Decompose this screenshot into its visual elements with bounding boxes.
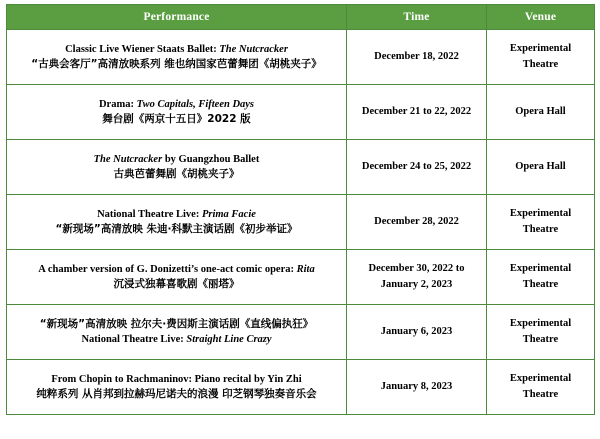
column-header-venue: Venue (487, 5, 595, 30)
performance-cell (7, 195, 347, 250)
table-row (7, 140, 595, 195)
venue-line: Theatre (522, 59, 559, 70)
title-italic: Two Capitals, Fifteen Days (136, 98, 255, 110)
title-italic: Prima Facie (201, 208, 256, 220)
performance-line: Drama: Two Capitals, Fifteen Days (98, 98, 255, 110)
time-cell: December 24 to 25, 2022 (347, 140, 487, 195)
venue-cell (487, 85, 595, 140)
time-cell: December 21 to 22, 2022 (347, 85, 487, 140)
performance-cell (7, 30, 347, 85)
performance-line: 纯粹系列 从肖邦到拉赫玛尼诺夫的浪漫 印芝钢琴独奏音乐会 (36, 388, 317, 400)
title-italic: The Nutcracker (219, 43, 288, 55)
time-cell: December 18, 2022 (347, 30, 487, 85)
performance-line: National Theatre Live: Straight Line Crazy (81, 334, 272, 345)
performance-cell (7, 360, 347, 415)
performance-line: 舞台剧《两京十五日》2022 版 (102, 113, 251, 125)
column-header-time: Time (347, 5, 487, 30)
time-cell: January 8, 2023 (347, 360, 487, 415)
table-row (7, 360, 595, 415)
table-row (7, 30, 595, 85)
time-cell: December 30, 2022 to January 2, 2023 (347, 250, 487, 305)
table-row (7, 250, 595, 305)
title-italic: The Nutcracker (93, 153, 163, 165)
table-header-row (7, 5, 595, 30)
table-row (7, 305, 595, 360)
performance-line: “新现场”高清放映 拉尔夫·费因斯主演话剧《直线偏执狂》 (39, 317, 314, 330)
performance-cell (7, 305, 347, 360)
performance-line: 沉浸式独幕喜歌剧《丽塔》 (113, 278, 240, 290)
venue-line: Experimental (509, 373, 572, 385)
venue-line: Opera Hall (515, 106, 566, 118)
venue-cell (487, 360, 595, 415)
title-italic: Straight Line Crazy (186, 334, 272, 345)
performance-line: National Theatre Live: Prima Facie (97, 208, 256, 220)
venue-cell (487, 305, 595, 360)
performance-line: “古典会客厅”高清放映系列 维也纳国家芭蕾舞团《胡桃夹子》 (31, 58, 322, 70)
column-header-performance: Performance (7, 5, 347, 30)
venue-line: Theatre (522, 334, 559, 345)
venue-line: Opera Hall (515, 161, 566, 173)
time-cell: January 6, 2023 (347, 305, 487, 360)
performance-cell (7, 140, 347, 195)
table-row (7, 85, 595, 140)
venue-cell (487, 250, 595, 305)
venue-line: Experimental (509, 208, 572, 220)
table-header (7, 5, 595, 30)
venue-line: Experimental (509, 43, 572, 55)
venue-cell (487, 195, 595, 250)
performance-line: A chamber version of G. Donizetti’s one-act comic opera: Rita (38, 263, 315, 275)
venue-line: Theatre (522, 224, 559, 235)
performance-table (6, 4, 595, 415)
performance-line: From Chopin to Rachmaninov: Piano recital by Yin Zhi (51, 373, 302, 385)
venue-cell (487, 30, 595, 85)
performance-line: Classic Live Wiener Staats Ballet: The Nutcracker (65, 43, 288, 55)
table-body (7, 30, 595, 415)
venue-line: Experimental (509, 263, 572, 275)
venue-line: Theatre (522, 279, 559, 290)
venue-line: Theatre (522, 389, 559, 400)
performance-cell (7, 250, 347, 305)
venue-cell (487, 140, 595, 195)
performance-line: 古典芭蕾舞剧《胡桃夹子》 (113, 168, 240, 180)
performance-line: “新现场”高清放映 朱迪·科默主演话剧《初步举证》 (55, 223, 298, 235)
venue-line: Experimental (509, 318, 572, 330)
performance-cell (7, 85, 347, 140)
performance-line: The Nutcracker by Guangzhou Ballet (93, 153, 260, 165)
title-italic: Rita (296, 263, 315, 275)
time-cell: December 28, 2022 (347, 195, 487, 250)
table-row (7, 195, 595, 250)
